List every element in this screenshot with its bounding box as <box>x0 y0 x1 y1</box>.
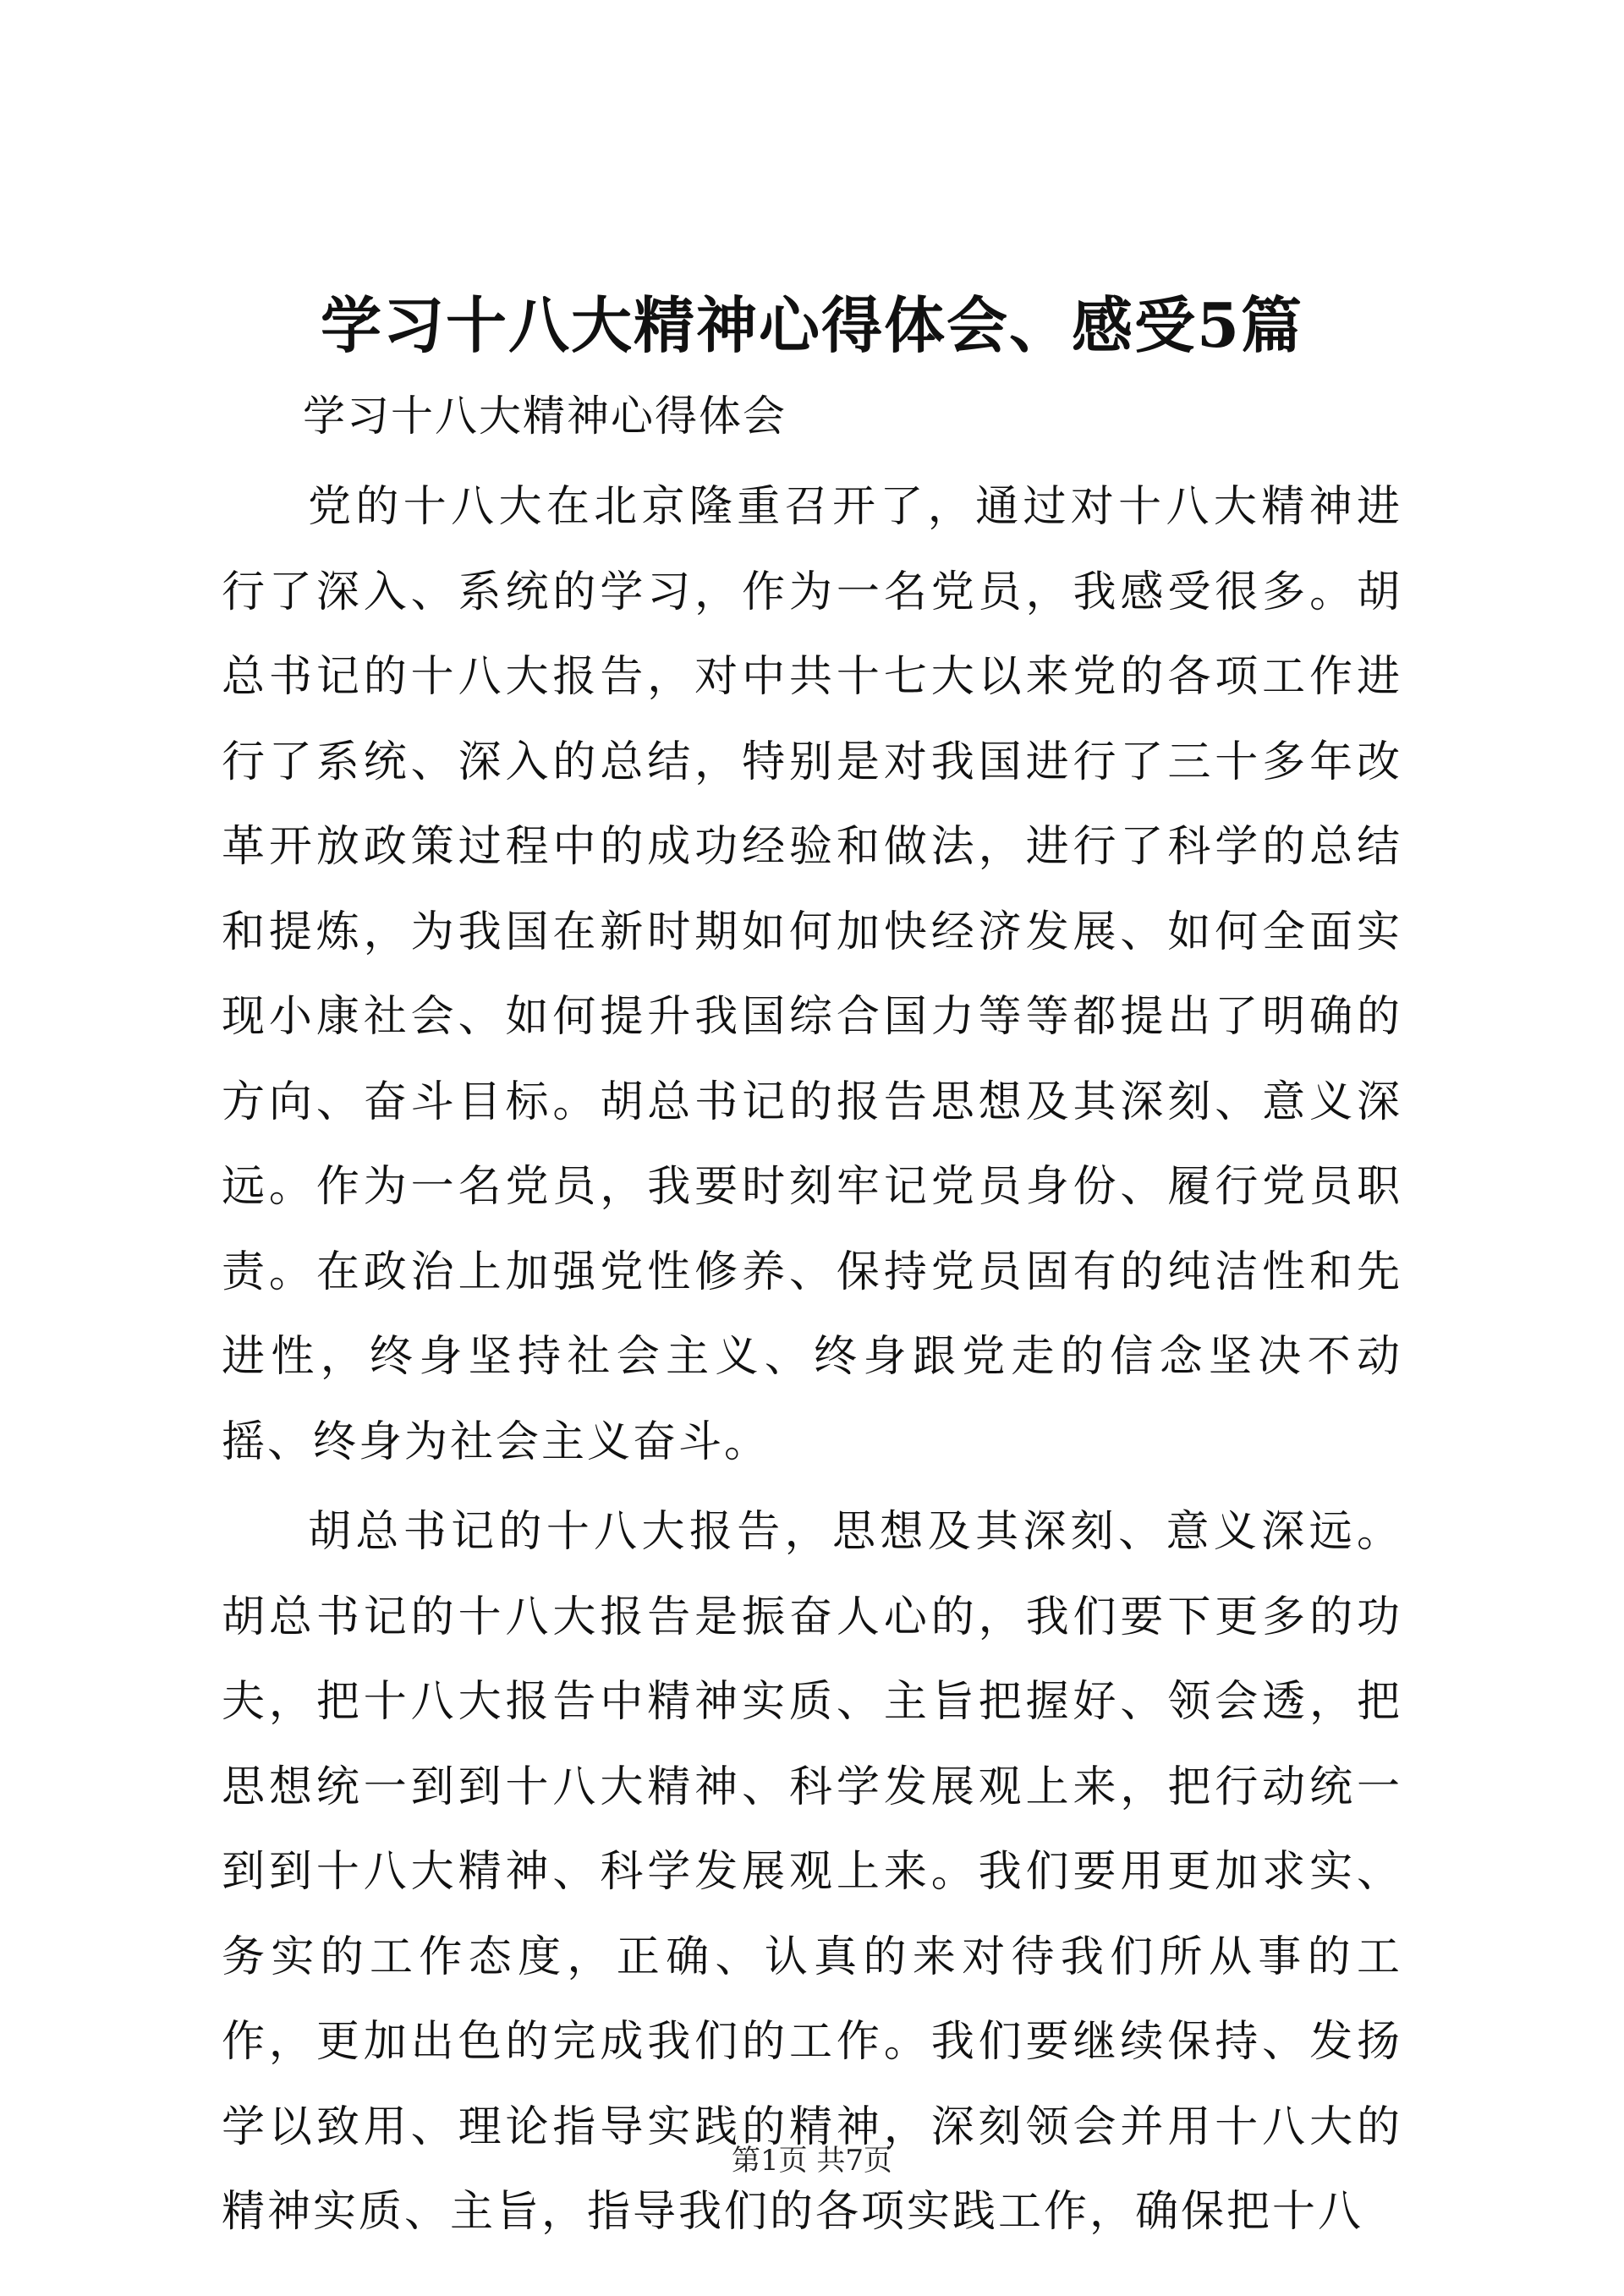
body-paragraph-2: 胡总书记的十八大报告，思想及其深刻、意义深远。胡总书记的十八大报告是振奋人心的，我们要下更多的功夫，把十八大报告中精神实质、主旨把握好、领会透，把思想统一到到十八大精神、科学发展观上来，把行动统一到到十八大精神、科学发展观上来。我们要用更加求实、务实的工作态度，正确、认真的来对待我们所从事的工作，更加出色的完成我们的工作。我们要继续保持、发扬学以致用、理论指导实践的精神，深刻领会并用十八大的精神实质、主旨，指导我们的各项实践工作，确保把十八 <box>222 1507 1402 2237</box>
page-number-label: 第1页 共7页 <box>731 2144 893 2178</box>
document-body <box>222 465 1402 2260</box>
body-paragraph-1: 党的十八大在北京隆重召开了，通过对十八大精神进行了深入、系统的学习，作为一名党员，我感受很多。胡总书记的十八大报告，对中共十七大以来党的各项工作进行了系统、深入的总结，特别是对我国进行了三十多年改革开放政策过程中的成功经验和做法，进行了科学的总结和提炼，为我国在新时期如何加快经济发展、如何全面实现小康社会、如何提升我国综合国力等等都提出了明确的方向、奋斗目标。胡总书记的报告思想及其深刻、意义深远。作为一名党员，我要时刻牢记党员身份、履行党员职责。在政治上加强党性修养、保持党员固有的纯洁性和先进性，终身坚持社会主义、终身跟党走的信念坚决不动摇、终身为社会主义奋斗。 <box>222 482 1402 1467</box>
section-heading: 学习十八大精神心得体会 <box>303 392 787 441</box>
page-footer <box>0 2140 1624 2182</box>
document-title: 学习十八大精神心得体会、感受5篇 <box>320 289 1304 361</box>
